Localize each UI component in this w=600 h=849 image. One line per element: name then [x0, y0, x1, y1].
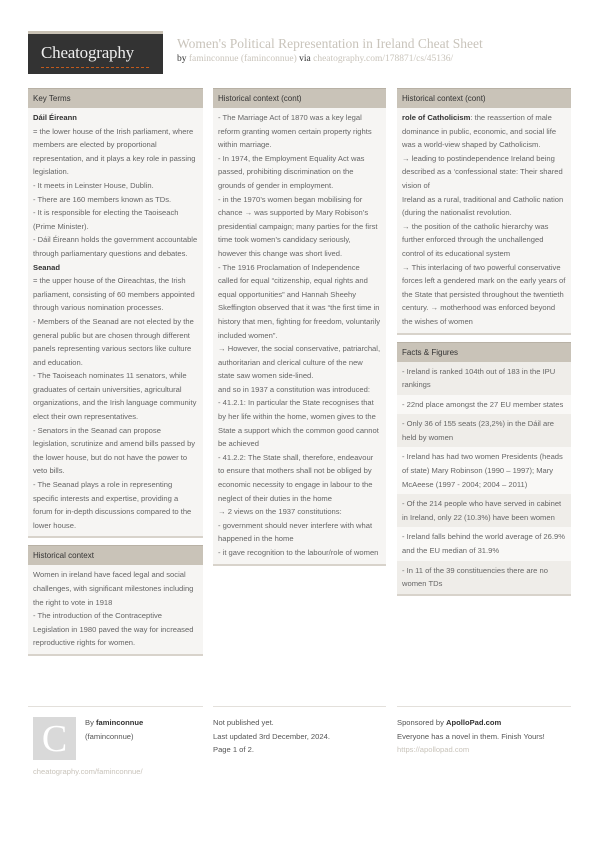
text-line: - It is responsible for electing the Taoiseach (Prime Minister).: [33, 208, 179, 231]
by-label: by: [177, 54, 187, 64]
publish-status: Not published yet.: [213, 718, 274, 727]
page-number: Page 1 of 2.: [213, 745, 254, 755]
author-link[interactable]: faminconnue (faminconnue): [188, 54, 297, 64]
sponsor-url-link[interactable]: https://apollopad.com: [397, 745, 470, 755]
section-title: Historical context (cont): [397, 88, 571, 108]
fact-item: - Ireland has had two women Presidents (heads of state) Mary Robinson (1990 – 1997); Mary McAeese (1997 - 2004; 2004 – 2011): [397, 447, 571, 494]
text-line: - The 1916 Proclamation of Independence called for equal “citizenship, equal rights and equal opportunities” and Hannah Sheehy Skeffington observed that it was “the first time in history that men, fighting for freedom, voluntarily included women”.: [218, 262, 381, 340]
fact-item: - Ireland falls behind the world average of 26.9% and the EU median of 31.9%: [397, 527, 571, 560]
section-key-terms: [28, 88, 203, 538]
text-line: → 2 views on the 1937 constitutions:: [218, 507, 342, 517]
footer-sponsor: [397, 706, 571, 757]
section-body: [213, 108, 386, 564]
text-line: - It meets in Leinster House, Dublin.: [33, 180, 154, 190]
section-title: Key Terms: [28, 88, 203, 108]
page-header: [28, 31, 588, 75]
text-line: - In 1974, the Employment Equality Act was passed, prohibiting discrimination on the grounds of gender in employment.: [218, 153, 365, 190]
section-historical-context: [28, 545, 203, 656]
author-info: [85, 716, 143, 743]
fact-item: - Only 36 of 155 seats (23,2%) in the Dáil are held by women: [397, 414, 571, 447]
column-2: [213, 88, 386, 573]
text-line: → However, the social conservative, patriarchal, authoritarian and clerical culture of the new state saw women side-lined.: [218, 344, 381, 381]
text-line: = the lower house of the Irish parliament, where members are elected by proportional representation, and it plays a key role in passing legislation.: [33, 126, 196, 177]
text-line: - The Seanad plays a role in representing specific interests and expertise, providing a forum for in-depth discussions compared to the lower house.: [33, 480, 192, 530]
fact-item: - 22nd place amongst the 27 EU member states: [397, 395, 571, 415]
last-updated: Last updated 3rd December, 2024.: [213, 731, 330, 741]
sponsor-label: Sponsored by: [397, 718, 444, 727]
text-line: = the upper house of the Oireachtas, the Irish parliament, consisting of 60 members appointed through various nomination processes.: [33, 276, 195, 313]
term-title: Seanad: [33, 262, 61, 272]
section-title: Historical context (cont): [213, 88, 386, 108]
lead-rest: : the reassertion of male dominance in public, economic, and social life was a world-view shaped by Catholicism.: [402, 113, 557, 150]
fact-item: - In 11 of the 39 constituencies there are no women TDs: [397, 561, 571, 594]
text-line: - The Marriage Act of 1870 was a key legal reform granting women certain property rights within marriage.: [218, 113, 372, 150]
section-body: [28, 108, 203, 536]
fact-item: - Of the 214 people who have served in cabinet in Ireland, only 22 (10.3%) have been women: [397, 494, 571, 527]
cheatography-logo[interactable]: [28, 31, 163, 74]
text-line: - Members of the Seanad are not elected by the general public but are chosen through different panels representing various sectors like culture and education.: [33, 316, 194, 367]
text-line: - There are 160 members known as TDs.: [33, 194, 172, 204]
logo-underline-decoration: [41, 66, 149, 68]
bold-lead: role of Catholicism: [402, 113, 471, 122]
column-3: [397, 88, 571, 603]
sheet-title: Women's Political Representation in Ireland Cheat Sheet: [177, 36, 483, 51]
text-line: → the position of the catholic hierarchy was further enforced through the unchallenged control of its educational system: [402, 221, 549, 258]
sponsor-name-link[interactable]: ApolloPad.com: [446, 718, 502, 727]
text-line: - 41.2.2: The State shall, therefore, endeavour to ensure that mothers shall not be obliged by economic necessity to engage in labour to the neglect of their duties in the home: [218, 452, 374, 503]
by-label: By: [85, 718, 94, 727]
text-line: → leading to postindependence Ireland being described as a ‘confessional state: Their shared vision of: [402, 153, 563, 190]
text-line: [402, 111, 566, 152]
text-line: → This interlacing of two powerful conservative forces left a gendered mark on the early years of the State that persisted throughout the twentieth century. → motherhood was enforced beyond the wishes of women: [402, 262, 566, 326]
section-body: [397, 108, 571, 333]
via-label: via: [299, 54, 311, 64]
text-line: - government should never interfere with what happened in the home: [218, 520, 373, 544]
section-body: [28, 565, 203, 654]
term-title: Dáil Éireann: [33, 113, 77, 122]
text-line: - Senators in the Seanad can propose legislation, scrutinize and amend bills passed by the lower house, but do not have the power to veto bills.: [33, 425, 196, 476]
fact-item: - Ireland is ranked 104th out of 183 in the IPU rankings: [397, 362, 571, 395]
section-historical-context-cont: [213, 88, 386, 566]
section-title: Historical context: [28, 545, 203, 565]
footer-author: [28, 706, 203, 776]
text-line: - it gave recognition to the labour/role of women: [218, 548, 379, 557]
footer-status: [213, 706, 386, 757]
text-line: - in the 1970’s women began mobilising for chance → was supported by Mary Robison’s presidential campaign; many parties for the first time took women’s candidacy seriously, however this change was short lived.: [218, 194, 378, 258]
logo-text: Cheatography: [41, 43, 134, 62]
sponsor-text: Everyone has a novel in them. Finish Yours!: [397, 731, 545, 741]
author-name-link[interactable]: faminconnue: [96, 718, 144, 727]
author-profile-link[interactable]: cheatography.com/faminconnue/: [33, 767, 143, 776]
avatar[interactable]: C: [33, 717, 76, 760]
text-line: - The Taoiseach nominates 11 senators, while graduates of certain universities, agricultural organizations, and the Irish language community elect their own representatives.: [33, 371, 197, 422]
text-line: Ireland as a rural, traditional and Catholic nation (during the nationalist revolution.: [402, 194, 564, 218]
byline: [177, 54, 483, 64]
text-line: - 41.2.1: In particular the State recognises that by her life within the home, women gives to the State a support which the common good cannot be achieved: [218, 398, 379, 449]
section-historical-context-cont-2: [397, 88, 571, 335]
text-line: and so in 1937 a constitution was introduced:: [218, 384, 370, 394]
text-line: - Dáil Éireann holds the government accountable through parliamentary questions and debates.: [33, 235, 198, 258]
text-line: - The introduction of the Contraceptive Legislation in 1980 paved the way for increased reproductive rights for women.: [33, 611, 194, 648]
column-1: [28, 88, 203, 663]
title-block: [177, 36, 483, 64]
text-line: Women in ireland have faced legal and social challenges, with significant milestones including the right to vote in 1918: [33, 570, 194, 607]
section-facts-figures: [397, 342, 571, 596]
author-handle: (faminconnue): [85, 731, 134, 741]
sheet-url-link[interactable]: cheatography.com/178871/cs/45136/: [313, 54, 454, 64]
section-title: Facts & Figures: [397, 342, 571, 362]
